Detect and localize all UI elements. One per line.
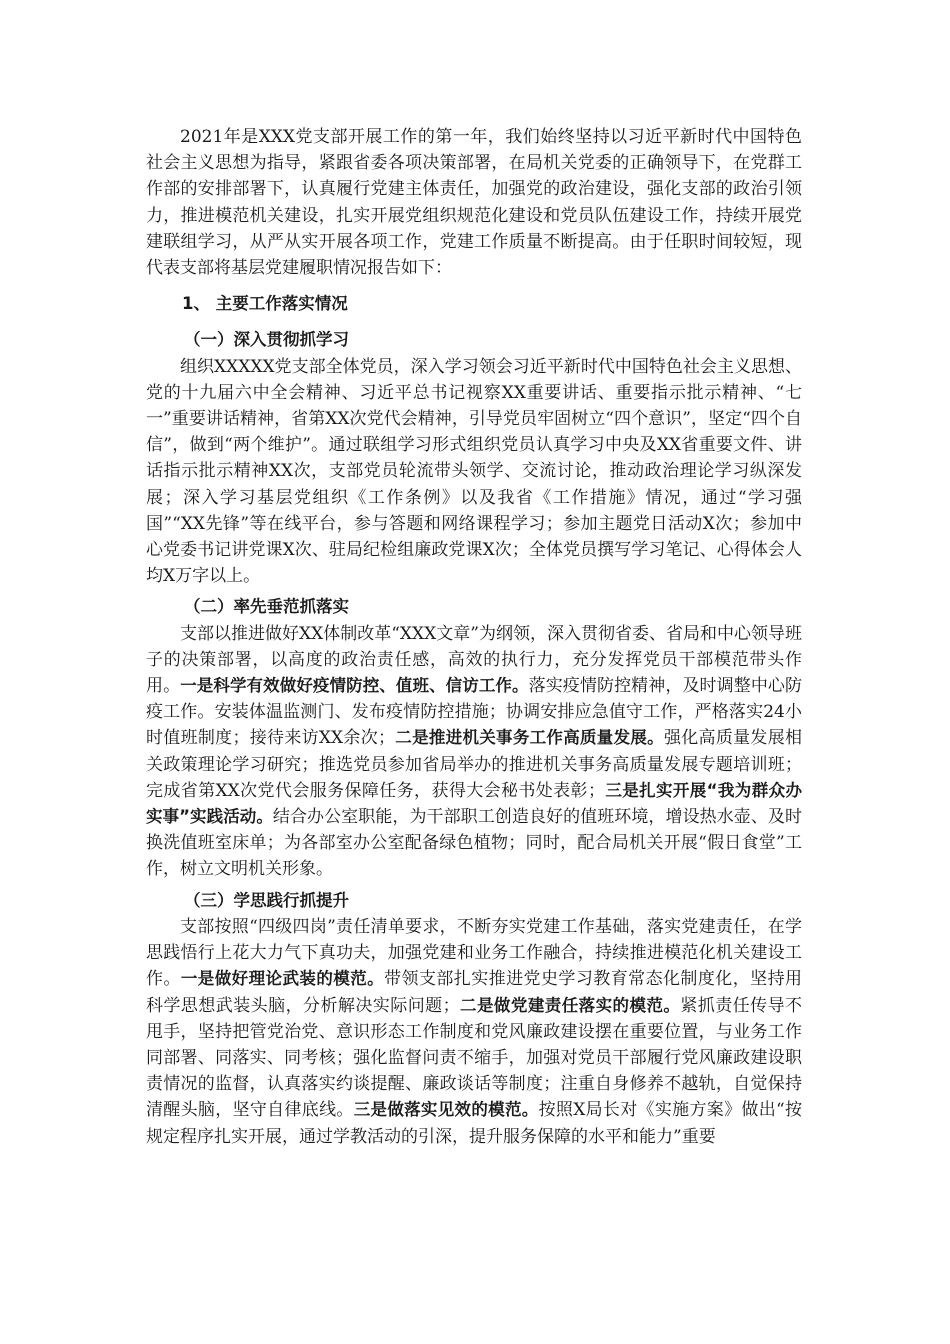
- subsection-2-point-3: 三是扎实开展“我为群众办实事”实践活动。: [146, 780, 802, 827]
- subsection-3-point-3: 三是做落实见效的模范。: [353, 1100, 539, 1120]
- subsection-3-point-1: 一是做好理论武装的模范。: [180, 969, 385, 989]
- section-heading: 1、 主要工作落实情况: [182, 294, 348, 314]
- subsection-1-paragraph: 组织XXXXX党支部全体党员，深入学习领会习近平新时代中国特色社会主义思想、党的十九届六中全会精神、习近平总书记视察XX重要讲话、重要指示批示精神、“七一”重要讲话精神，省第XX次党代会精神，引导党员牢固树立“四个意识”，坚定“四个自信”，做到“两个维护”。通过联组学习形式组织党员认真学习中央及XX省重要文件、讲话指示批示精神XX次，支部党员轮流带头领学、交流讨论，推动政治理论学习纵深发展；深入学习基层党组织《工作条例》以及我省《工作措施》情况，通过“学习强国”“XX先锋”等在线平台，参与答题和网络课程学习；参加主题党日活动X次；参加中心党委书记讲党课X次、驻局纪检组廉政党课X次；全体党员撰写学习笔记、心得体会人均X万字以上。: [146, 356, 802, 587]
- subsection-heading-2: （二）率先垂范抓落实: [184, 597, 349, 617]
- subsection-2-text-3: 强化高质量发展相关政策理论学习研究；推选党员参加省局举办的推进机关事务高质量发展专题培训班；完成省第XX次党代会服务保障任务，获得大会秘书处表彰；: [146, 728, 803, 801]
- subsection-3-text-2: 带领支部扎实推进党史学习教育常态化制度化，坚持用科学思想武装头脑，分析解决实际问题；: [146, 969, 803, 1016]
- subsection-2-point-2: 二是推进机关事务工作高质量发展。: [395, 728, 664, 748]
- subsection-3-text-3: 紧抓责任传导不甩手，坚持把管党治党、意识形态工作制度和党风廉政建设摆在重要位置，与业务工作同部署、同落实、同考核；强化监督问责不缩手，加强对党员干部履行党风廉政建设职责情况的监督，认真落实约谈提醒、廉政谈话等制度；注重自身修养不越轨，自觉保持清醒头脑，坚守自律底线。: [146, 995, 803, 1121]
- subsection-2-text-1: 支部以推进做好XX体制改革“XXX文章”为纲领，深入贯彻省委、省局和中心领导班子的决策部署，以高度的政治责任感，高效的执行力，充分发挥党员干部模范带头作用。: [146, 623, 802, 697]
- subsection-2-text-2: 落实疫情防控精神，及时调整中心防疫工作。安装体温监测门、发布疫情防控措施；协调安排应急值守工作，严格落实24小时值班制度；接待来访XX余次；: [146, 676, 803, 749]
- subsection-3-text-1: 支部按照“四级四岗”责任清单要求，不断夯实党建工作基础，落实党建责任，在学思践悟行上花大力气下真功夫，加强党建和业务工作融合，持续推进模范化机关建设工作。: [146, 916, 802, 990]
- subsection-heading-1: （一）深入贯彻抓学习: [184, 330, 349, 350]
- subsection-3-paragraph: [146, 914, 802, 1150]
- subsection-2-point-1: 一是科学有效做好疫情防控、值班、信访工作。: [180, 676, 529, 696]
- subsection-2-text-4: 结合办公室职能，为干部职工创造良好的值班环境，增设热水壶、及时换洗值班室床单；为各部室办公室配备绿色植物；同时，配合局机关开展“假日食堂”工作，树立文明机关形象。: [146, 807, 802, 880]
- subsection-3-text-4: 按照X局长对《实施方案》做出“按规定程序扎实开展，通过学教活动的引深，提升服务保障的水平和能力”重要: [146, 1100, 803, 1147]
- subsection-heading-3: （三）学思践行抓提升: [184, 890, 349, 910]
- document-body: [146, 124, 802, 1150]
- subsection-3-point-2: 二是做党建责任落实的模范。: [459, 995, 681, 1015]
- subsection-2-paragraph: [146, 621, 802, 883]
- intro-paragraph: 2021年是XXX党支部开展工作的第一年，我们始终坚持以习近平新时代中国特色社会主义思想为指导，紧跟省委各项决策部署，在局机关党委的正确领导下，在党群工作部的安排部署下，认真履行党建主体责任，加强党的政治建设，强化支部的政治引领力，推进模范机关建设，扎实开展党组织规范化建设和党员队伍建设工作，持续开展党建联组学习，从严从实开展各项工作，党建工作质量不断提高。由于任职时间较短，现代表支部将基层党建履职情况报告如下：: [146, 127, 802, 279]
